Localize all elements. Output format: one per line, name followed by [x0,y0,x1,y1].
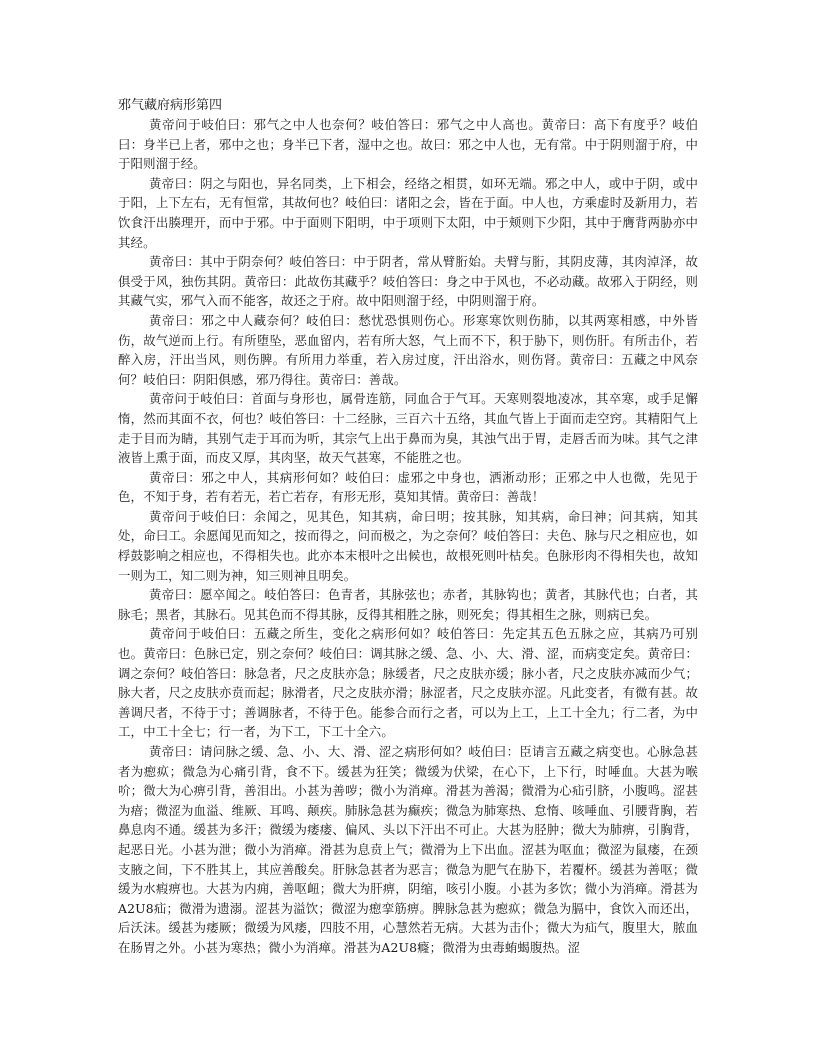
paragraph: 黄帝问于岐伯曰：首面与身形也，属骨连筋，同血合于气耳。天寒则裂地凌冰，其卒寒，或手足懈惰，然而其面不衣，何也？岐伯答曰：十二经脉，三百六十五络，其血气皆上于面而走空窍。其精阳气上走于目而为睛，其别气走于耳而为听，其宗气上出于鼻而为臭，其浊气出于胃，走唇舌而为味。其气之津液皆上熏于面，而皮又厚，其肉坚，故天气甚寒，不能胜之也。 [118,391,698,466]
paragraph: 黄帝问于岐伯曰：邪气之中人也奈何？岐伯答曰：邪气之中人高也。黄帝曰：高下有度乎？岐伯曰：身半已上者，邪中之也；身半已下者，湿中之也。故曰：邪之中人也，无有常。中于阴则溜于府，中于阳则溜于经。 [118,117,698,172]
chapter-title: 邪气藏府病形第四 [118,98,223,113]
paragraph: 黄帝问于岐伯曰：五藏之所生，变化之病形何如？岐伯答曰：先定其五色五脉之应，其病乃可别也。黄帝曰：色脉已定，别之奈何？岐伯曰：调其脉之缓、急、小、大、滑、涩，而病变定矣。黄帝曰：调之奈何？岐伯答曰：脉急者，尺之皮肤亦急；脉缓者，尺之皮肤亦缓；脉小者，尺之皮肤亦减而少气；脉大者，尺之皮肤亦贲而起；脉滑者，尺之皮肤亦滑；脉涩者，尺之皮肤亦涩。凡此变者，有微有甚。故善调尺者，不待于寸；善调脉者，不待于色。能参合而行之者，可以为上工，上工十全九；行二者，为中工，中工十全七；行一者，为下工，下工十全六。 [118,626,698,740]
paragraph: 黄帝曰：邪之中人藏奈何？岐伯曰：愁忧恐惧则伤心。形寒寒饮则伤肺，以其两寒相感，中外皆伤，故气逆而上行。有所堕坠，恶血留内，若有所大怒，气上而不下，积于胁下，则伤肝。有所击仆，若醉入房，汗出当风，则伤脾。有所用力举重，若入房过度，汗出浴水，则伤肾。黄帝曰：五藏之中风奈何？岐伯曰：阴阳俱感，邪乃得往。黄帝曰：善哉。 [118,312,698,387]
paragraph: 黄帝曰：愿卒闻之。岐伯答曰：色青者，其脉弦也；赤者，其脉钩也；黄者，其脉代也；白者，其脉毛；黑者，其脉石。见其色而不得其脉，反得其相胜之脉，则死矣；得其相生之脉，则病已矣。 [118,587,698,622]
paragraph: 黄帝曰：邪之中人，其病形何如？岐伯曰：虚邪之中身也，洒淅动形；正邪之中人也微，先见于色，不知于身，若有若无，若亡若存，有形无形，莫知其情。黄帝曰：善哉！ [118,469,698,505]
chapter-body [118,115,698,958]
paragraph: 黄帝曰：其中于阴奈何？岐伯答曰：中于阴者，常从臂胻始。夫臂与胻，其阴皮薄，其肉淖泽，故俱受于风，独伤其阴。黄帝曰：此故伤其藏乎？岐伯答曰：身之中于风也，不必动藏。故邪入于阴经，则其藏气实，邪气入而不能客，故还之于府。故中阳则溜于经，中阴则溜于府。 [118,254,698,309]
paragraph: 黄帝问于岐伯曰：余闻之，见其色，知其病，命曰明；按其脉，知其病，命曰神；问其病，知其处，命曰工。余愿闻见而知之，按而得之，问而极之，为之奈何？岐伯答曰：夫色、脉与尺之相应也，如桴鼓影响之相应也，不得相失也。此亦本末根叶之出候也，故根死则叶枯矣。色脉形肉不得相失也，故知一则为工，知二则为神，知三则神且明矣。 [118,508,698,583]
paragraph: 黄帝曰：阴之与阳也，异名同类，上下相会，经络之相贯，如环无端。邪之中人，或中于阴，或中于阳，上下左右，无有恒常，其故何也？岐伯曰：诸阳之会，皆在于面。中人也，方乘虚时及新用力，若饮食汗出腠理开，而中于邪。中于面则下阳明，中于项则下太阳，中于颊则下少阳，其中于膺背两胁亦中其经。 [118,175,698,250]
paragraph: 黄帝曰：请问脉之缓、急、小、大、滑、涩之病形何如？岐伯曰：臣请言五藏之病变也。心脉急甚者为瘛疭；微急为心痛引背，食不下。缓甚为狂笑；微缓为伏梁，在心下，上下行，时唾血。大甚为喉吤；微大为心痹引背，善泪出。小甚为善哕；微小为消瘅。滑甚为善渴；微滑为心疝引脐，小腹鸣。涩甚为瘖；微涩为血溢、维厥、耳鸣、颠疾。肺脉急甚为癫疾；微急为肺寒热、怠惰、咳唾血、引腰背胸，若鼻息肉不通。缓甚为多汗；微缓为痿瘘、偏风、头以下汗出不可止。大甚为胫肿；微大为肺痹，引胸背，起恶日光。小甚为泄；微小为消瘅。滑甚为息贲上气；微滑为上下出血。涩甚为呕血；微涩为鼠瘘，在颈支腋之间，下不胜其上，其应善酸矣。肝脉急甚者为恶言；微急为肥气在胁下，若覆杯。缓甚为善呕；微缓为水瘕痹也。大甚为内痈，善呕衄；微大为肝痹，阴缩，咳引小腹。小甚为多饮；微小为消瘅。滑甚为A2U8疝；微滑为遗溺。涩甚为溢饮；微涩为瘛挛筋痹。脾脉急甚为瘛疭；微急为膈中，食饮入而还出，后沃沫。缓甚为痿厥；微缓为风痿，四肢不用，心慧然若无病。大甚为击仆；微大为疝气，腹里大，脓血在肠胃之外。小甚为寒热；微小为消瘅。滑甚为A2U8癃；微滑为虫毒蛕蝎腹热。涩 [118,744,698,955]
